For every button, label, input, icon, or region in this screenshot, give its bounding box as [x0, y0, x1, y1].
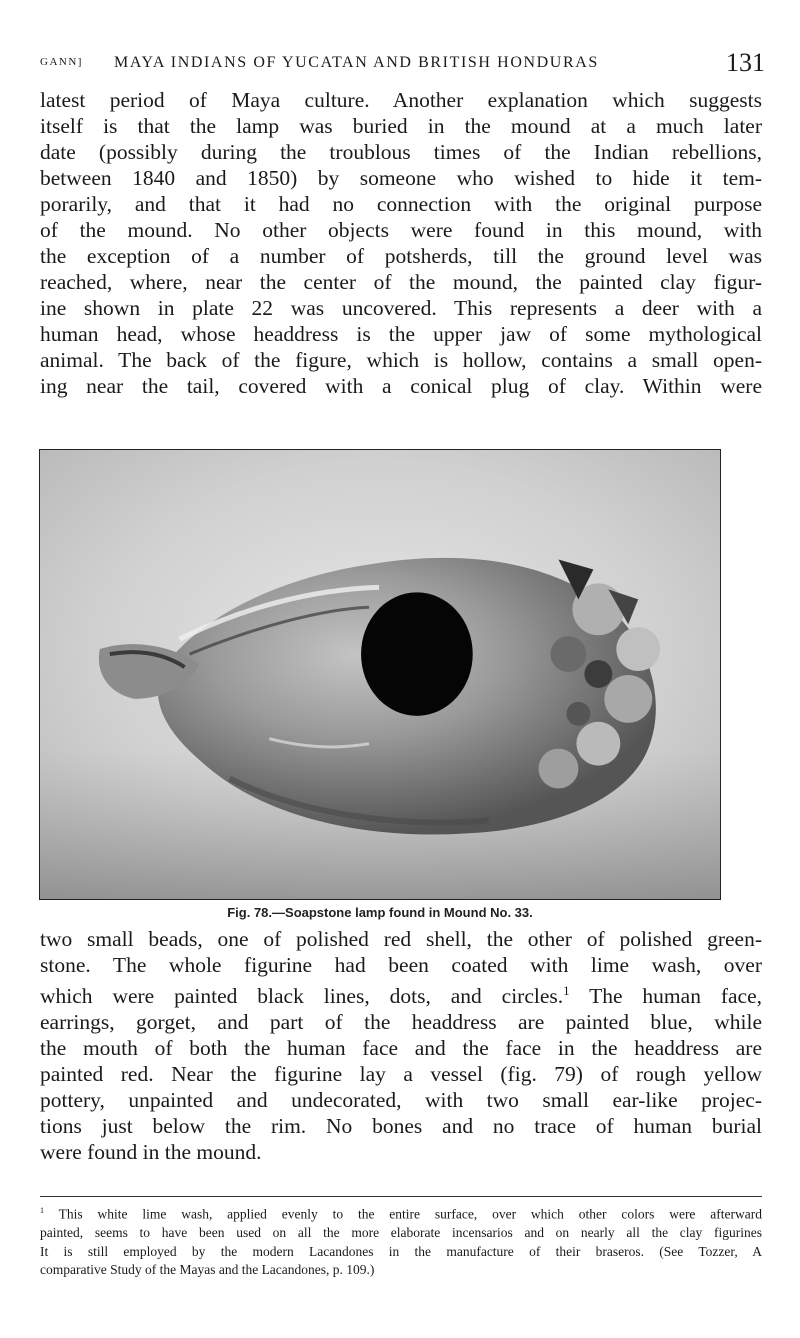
text-line: the mouth of both the human face and the face in the headdress are	[40, 1036, 762, 1061]
text-line: painted red. Near the figurine lay a vessel (fig. 79) of rough yellow	[40, 1062, 762, 1087]
text-line: ing near the tail, covered with a conical plug of clay. Within were	[40, 374, 762, 398]
text-line: ine shown in plate 22 was uncovered. This represents a deer with a	[40, 296, 762, 320]
text-line: pottery, unpainted and undecorated, with two small ear-like projec-	[40, 1088, 762, 1113]
text-line: itself is that the lamp was buried in the mound at a much later	[40, 114, 762, 138]
figure-photograph	[39, 449, 721, 900]
footnote-divider	[40, 1196, 762, 1197]
footnote-marker: 1	[40, 1206, 45, 1215]
text-line: reached, where, near the center of the mound, the painted clay figur-	[40, 270, 762, 294]
text-line: human head, whose headdress is the upper jaw of some mythological	[40, 322, 762, 346]
footnote	[40, 1202, 762, 1280]
soapstone-lamp-photo	[40, 450, 720, 899]
running-head	[40, 48, 765, 78]
running-head-title: MAYA INDIANS OF YUCATAN AND BRITISH HONDURAS	[114, 54, 599, 71]
text-fragment: This white lime wash, applied evenly to the entire surface, over which other colors were afterward	[44, 1206, 762, 1222]
lamp-hole	[361, 592, 473, 715]
footnote-line: painted, seems to have been used on all the more elaborate incensarios and on nearly all the clay figurines	[40, 1225, 762, 1240]
text-line: the exception of a number of potsherds, till the ground level was	[40, 244, 762, 268]
footnote-reference[interactable]: 1	[563, 984, 570, 998]
text-line: between 1840 and 1850) by someone who wished to hide it tem-	[40, 166, 762, 190]
figure-caption: Fig. 78.—Soapstone lamp found in Mound No. 33.	[227, 905, 533, 920]
running-head-author: GANN]	[40, 56, 83, 68]
text-line: of the mound. No other objects were found in this mound, with	[40, 218, 762, 242]
footnote-line: comparative Study of the Mayas and the Lacandones, p. 109.)	[40, 1262, 375, 1277]
footnote-line: It is still employed by the modern Lacandones in the manufacture of their braseros. (See Tozzer, A	[40, 1243, 762, 1259]
text-line: earrings, gorget, and part of the headdress are painted blue, while	[40, 1010, 762, 1035]
text-fragment: The human face,	[569, 984, 762, 1009]
text-line: stone. The whole figurine had been coated with lime wash, over	[40, 953, 762, 977]
body-paragraph-2	[40, 926, 762, 1165]
text-line: two small beads, one of polished red shell, the other of polished green-	[40, 927, 762, 951]
footnote-line	[40, 1202, 762, 1224]
text-line: tions just below the rim. No bones and no trace of human burial	[40, 1114, 762, 1139]
text-line: animal. The back of the figure, which is hollow, contains a small open-	[40, 348, 762, 372]
text-line: date (possibly during the troublous times of the Indian rebellions,	[40, 140, 762, 164]
text-line: latest period of Maya culture. Another explanation which suggests	[40, 88, 762, 112]
text-line: porarily, and that it had no connection with the original purpose	[40, 192, 762, 216]
body-paragraph-1	[40, 87, 762, 399]
text-fragment: which were painted black lines, dots, and circles.	[40, 984, 564, 1009]
page-number: 131	[726, 48, 765, 77]
text-line: were found in the mound.	[40, 1140, 262, 1165]
text-line-with-footnote	[40, 978, 762, 1009]
